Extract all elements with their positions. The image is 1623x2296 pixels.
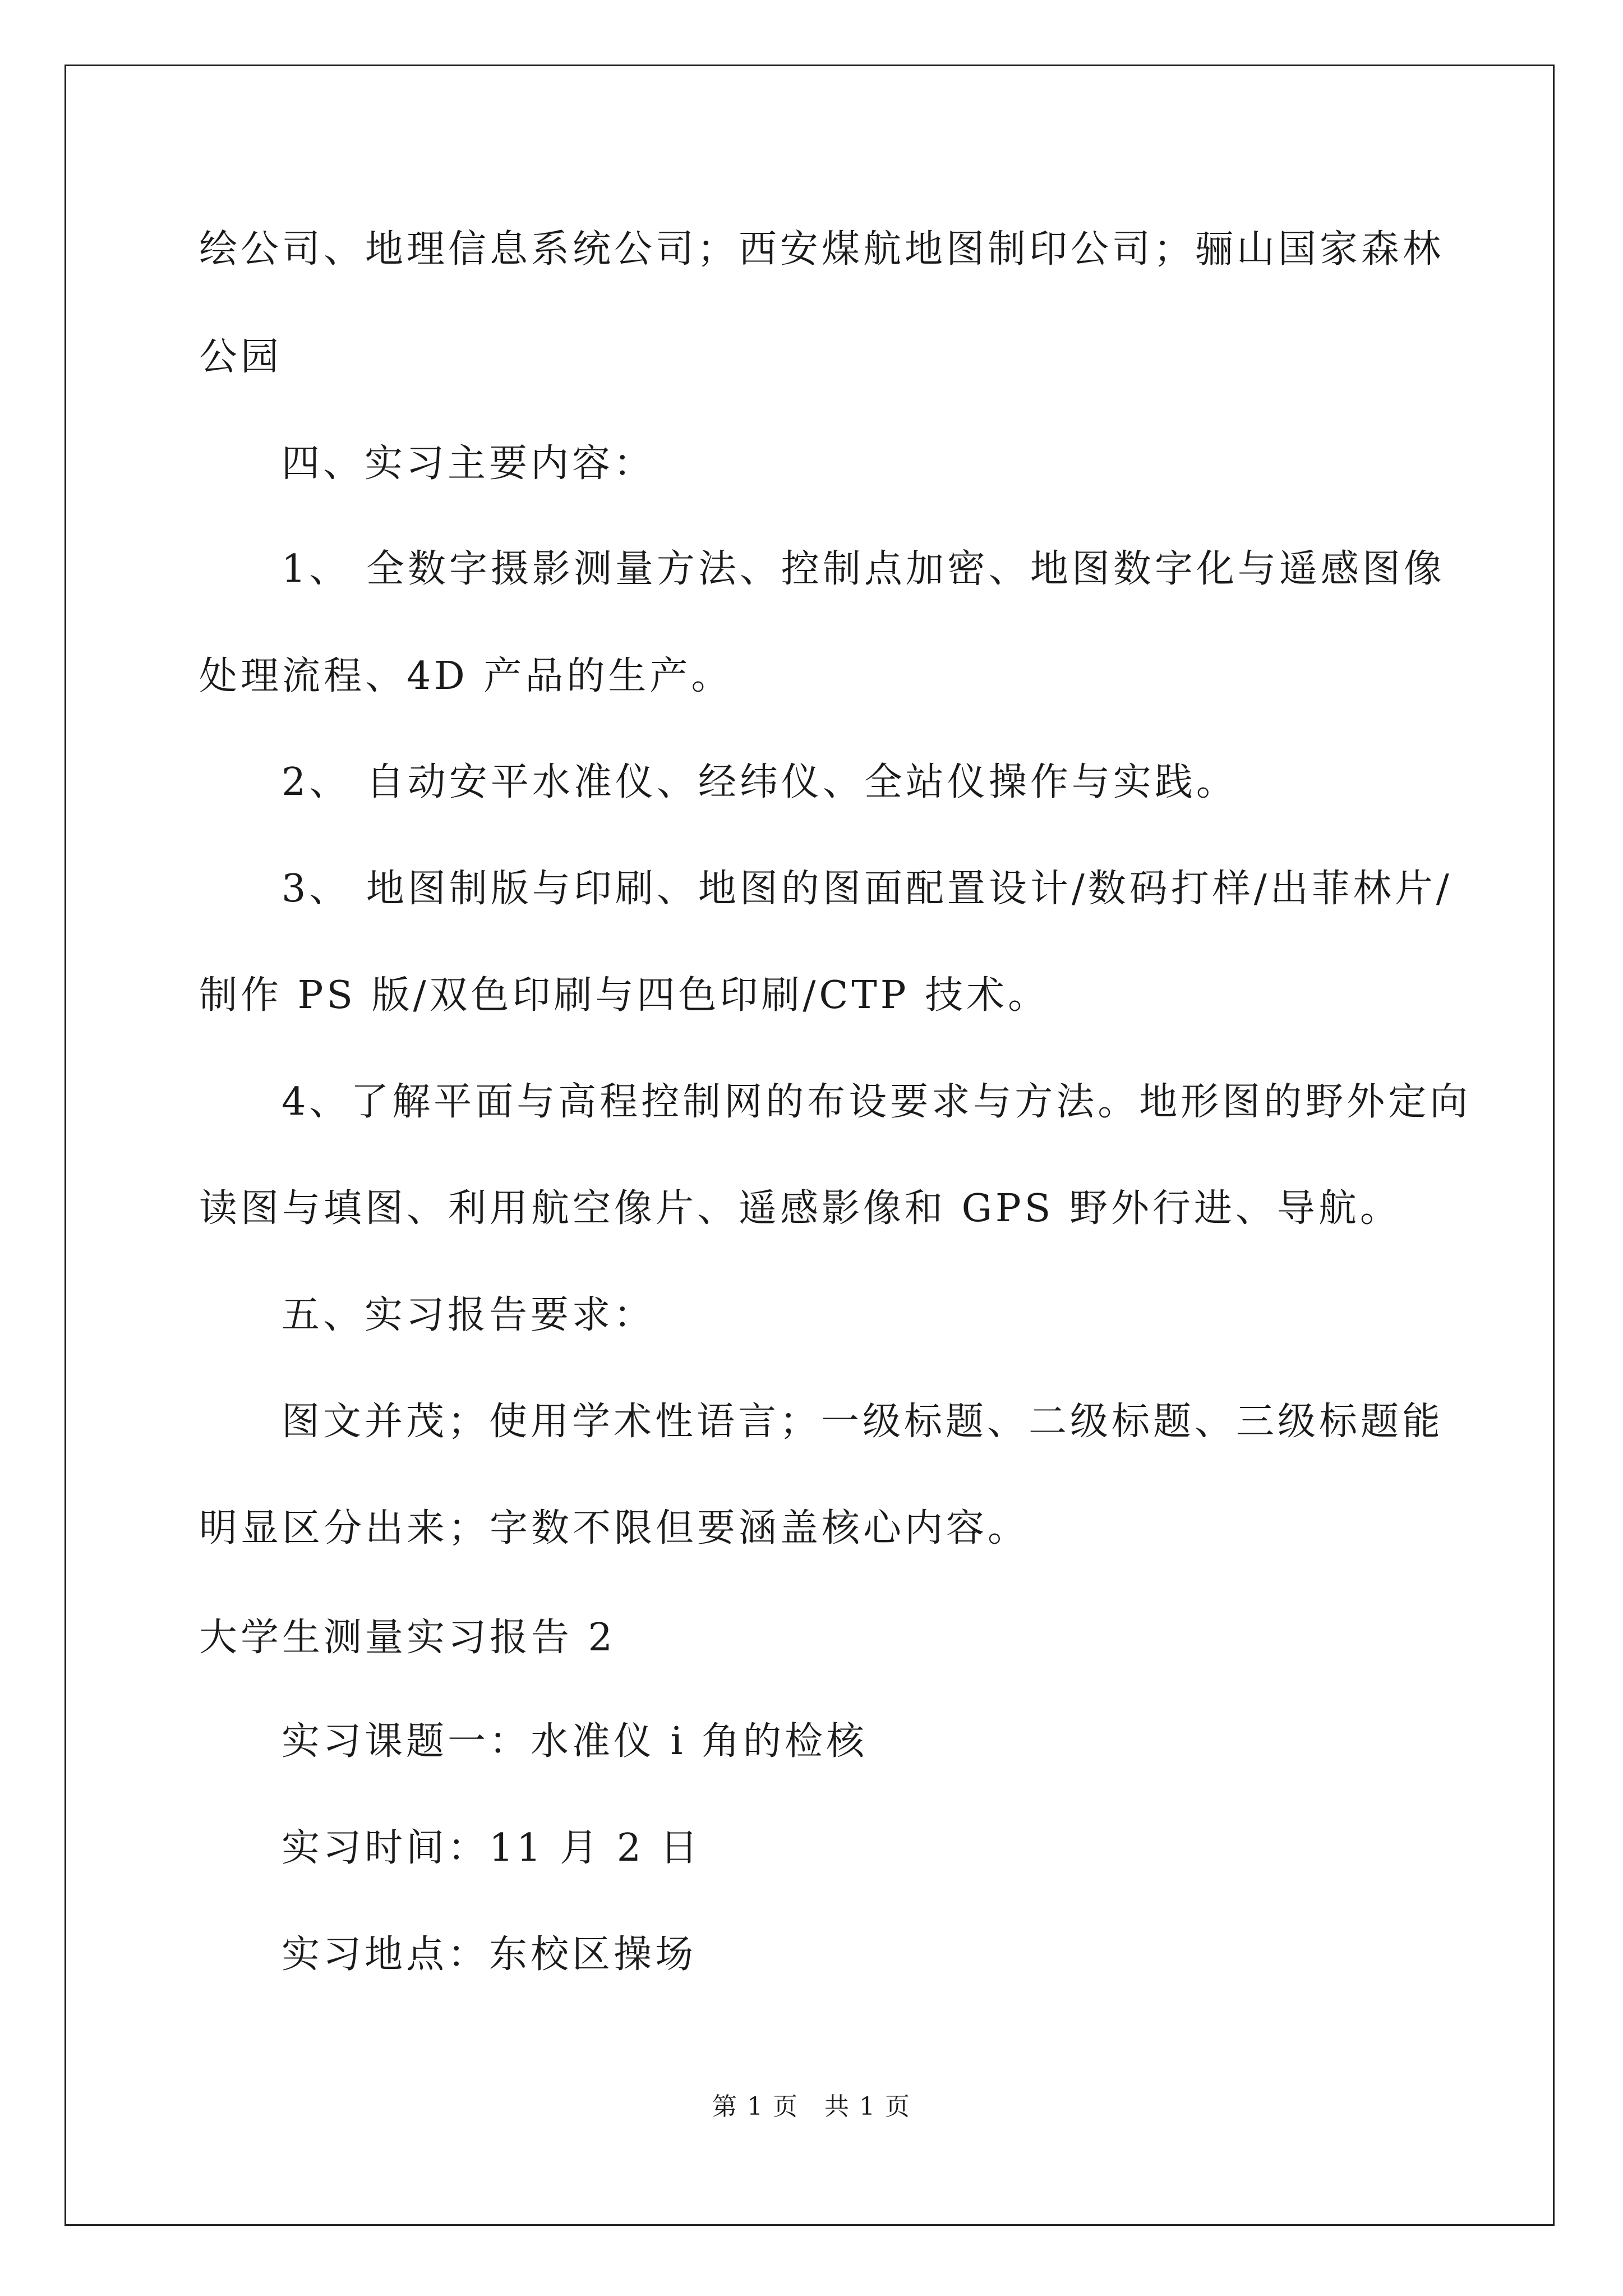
- field-line: 实习地点：东校区操场: [282, 1932, 697, 1977]
- text-line: 处理流程、4D 产品的生产。: [199, 654, 733, 698]
- list-item: 1、 全数字摄影测量方法、控制点加密、地图数字化与遥感图像: [282, 547, 1445, 591]
- text-line: 明显区分出来；字数不限但要涵盖核心内容。: [199, 1506, 1030, 1550]
- list-item: 4、了解平面与高程控制网的布设要求与方法。地形图的野外定向: [282, 1080, 1472, 1124]
- field-line: 实习时间：11 月 2 日: [282, 1826, 702, 1870]
- text-line: 制作 PS 版/双色印刷与四色印刷/CTP 技术。: [199, 973, 1050, 1018]
- report-title: 大学生测量实习报告 2: [199, 1616, 616, 1660]
- paragraph: 图文并茂；使用学术性语言；一级标题、二级标题、三级标题能: [282, 1400, 1444, 1444]
- page-footer: 第 1 页 共 1 页: [712, 2092, 911, 2121]
- text-line: 公园: [199, 335, 283, 379]
- list-item: 3、 地图制版与印刷、地图的图面配置设计/数码打样/出菲林片/: [282, 867, 1453, 911]
- list-item: 2、 自动安平水准仪、经纬仪、全站仪操作与实践。: [282, 760, 1238, 804]
- field-line: 实习课题一：水准仪 i 角的检核: [282, 1719, 868, 1764]
- section-heading: 五、实习报告要求：: [282, 1293, 656, 1337]
- text-line: 绘公司、地理信息系统公司；西安煤航地图制印公司；骊山国家森林: [199, 227, 1445, 272]
- page-frame: [64, 65, 1555, 2226]
- text-line: 读图与填图、利用航空像片、遥感影像和 GPS 野外行进、导航。: [199, 1186, 1401, 1231]
- section-heading: 四、实习主要内容：: [282, 441, 656, 486]
